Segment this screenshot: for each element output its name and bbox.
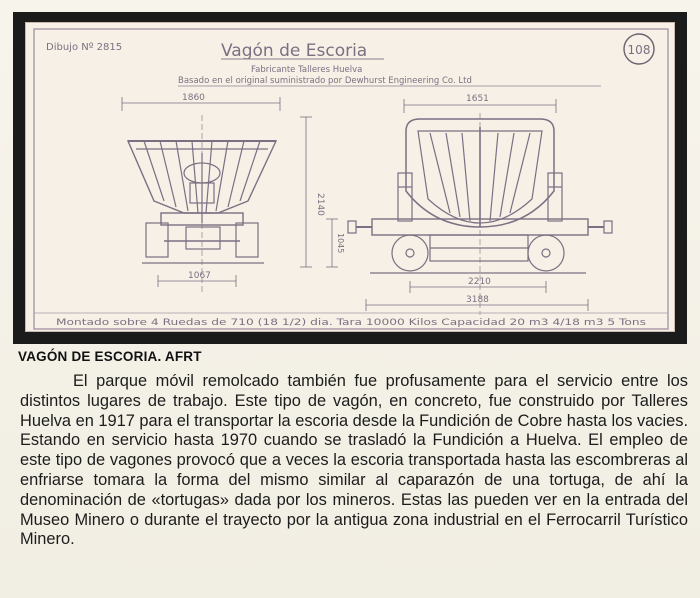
- dimension-overall-length: 3188: [466, 295, 489, 305]
- dimension-overall-height: 2140: [315, 193, 325, 216]
- drawing-number-label: Dibujo Nº 2815: [46, 42, 123, 53]
- height-dimension: [300, 117, 312, 267]
- figure-caption: VAGÓN DE ESCORIA. AFRT: [18, 349, 202, 364]
- drawing-source-note: Basado en el original suministrado por Dewhurst Engineering Co. Ltd: [178, 76, 472, 86]
- drawing-plate: [13, 12, 687, 344]
- technical-drawing: [25, 22, 675, 332]
- dimension-wheelbase: 2210: [468, 277, 491, 287]
- drawing-title: Vagón de Escoria: [221, 41, 368, 61]
- drawing-footer-note: Montado sobre 4 Ruedas de 710 (18 1/2) dia. Tara 10000 Kilos Capacidad 20 m3 4/18 m3 5 Tons: [56, 318, 647, 328]
- dimension-right-width: 1651: [466, 94, 489, 104]
- sheet-number: 108: [627, 43, 651, 57]
- dimension-axle-height: 1045: [336, 233, 345, 254]
- drawing-svg: [26, 23, 675, 332]
- drawing-subtitle: Fabricante Talleres Huelva: [251, 65, 363, 75]
- dimension-left-base: 1067: [188, 271, 211, 281]
- dimension-left-width: 1860: [182, 93, 205, 103]
- body-paragraph: El parque móvil remolcado también fue profusamente para el servicio entre los distintos lugares de trabajo. Este tipo de vagón, en concreto, fue construido por Talleres Huelva en 1917 para el transportar la escoria desde la Fundición de Cobre hasta los vacies. Estando en servicio hasta 1970 cuando se trasladó la Fundición a Huelva. El empleo de este tipo de vagones provocó que a veces la escoria transportada hasta las escombreras al enfriarse tomara la forma del mismo similar al caparazón de una tortuga, de ahí la denominación de «tortugas» dada por los mineros. Estas las pueden ver en la entrada del Museo Minero o durante el trayecto por la antigua zona industrial en el Ferrocarril Turístico Minero.: [20, 372, 688, 549]
- end-view-drawing: [122, 97, 280, 293]
